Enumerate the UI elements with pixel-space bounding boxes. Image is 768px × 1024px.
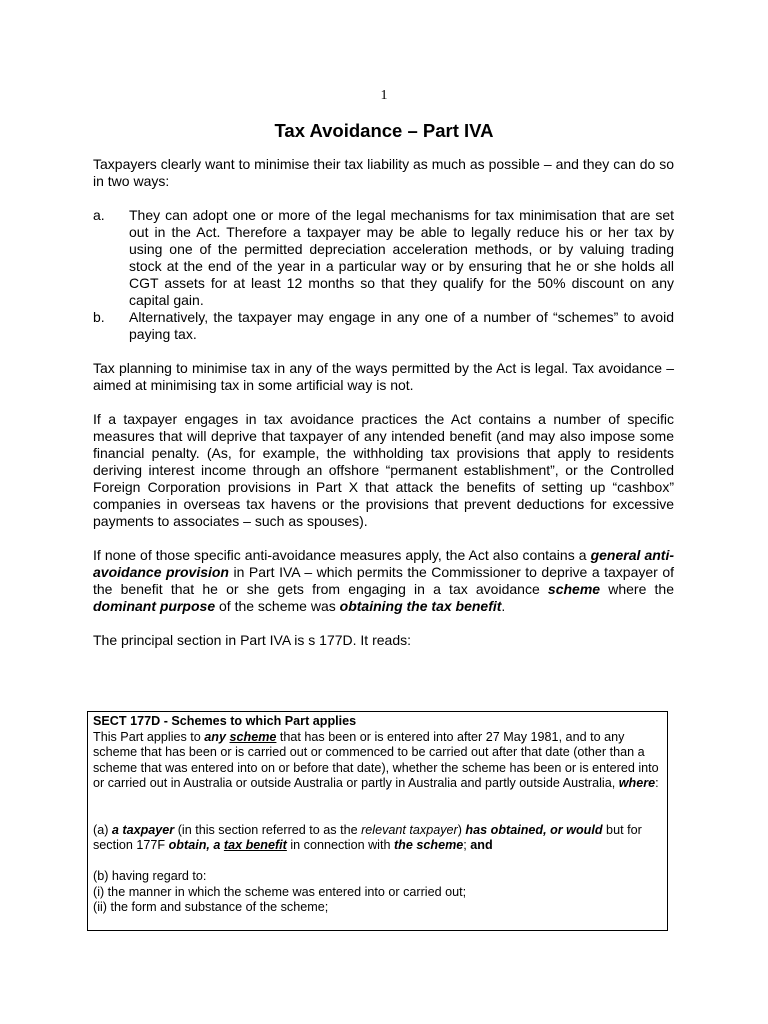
text-run: but for section 177F [93,822,642,852]
italic-relevant-taxpayer: relevant taxpayer [361,822,458,837]
clause-b-ii: (ii) the form and substance of the scheme; [93,900,329,914]
tax-planning-paragraph: Tax planning to minimise tax in any of the ways permitted by the Act is legal. Tax avoidance – aimed at minimising tax in some artificial way is not. [93,360,674,393]
emphasis-scheme: scheme [547,581,601,597]
text-run: : [655,776,659,790]
page-number: 1 [380,88,388,103]
clause-b-i: (i) the manner in which the scheme was entered into or carried out; [93,884,467,899]
emphasis-a-taxpayer: a taxpayer [111,822,175,837]
text-run: If none of those specific anti-avoidance measures apply, the Act also contains a [93,547,591,563]
section-heading: SECT 177D - Schemes to which Part applies [93,714,357,728]
document-body [93,156,674,666]
emphasis-any: any [204,729,230,744]
document-title: Tax Avoidance – Part IVA [274,120,494,141]
list-item-text: Alternatively, the taxpayer may engage in any one of a number of “schemes” to avoid paying tax. [129,309,674,342]
emphasis-where: where [618,776,656,790]
list-item [93,309,674,343]
text-run: in Part IVA – which permits the Commissioner to deprive a taxpayer of the benefit that he or she gets from engaging in a tax avoidance [93,564,675,597]
spacer [93,792,662,823]
text-run: of the scheme was [215,598,340,614]
emphasis-scheme-underlined: scheme [229,729,277,744]
emphasis-obtain: obtain, a [168,838,224,852]
text-run: ; [463,838,471,852]
list-marker: b. [93,309,105,325]
principal-section-paragraph: The principal section in Part IVA is s 177D. It reads: [93,632,412,648]
text-run: (in this section referred to as the [174,822,362,837]
text-run: (a) [93,822,112,837]
emphasis-dominant-purpose: dominant purpose [93,598,216,614]
list-item-text: They can adopt one or more of the legal mechanisms for tax minimisation that are set out in the Act. Therefore a taxpayer may be able to legally reduce his or her tax by using one of the permitted depreciation acceleration methods, or by valuing trading stock at the end of the year in a particular way or by ensuring that he or she holds all CGT assets for at least 12 months so that they qualify for the 50% discount on any capital gain. [129,207,674,308]
list-marker: a. [93,207,105,223]
clause-a [93,823,662,854]
text-run: where the [600,581,674,597]
section-body-paragraph [93,730,662,792]
specific-measures-paragraph: If a taxpayer engages in tax avoidance practices the Act contains a number of specific measures that will deprive that taxpayer of any intended benefit (and may also impose some financial penalty. (As, for example, the withholding tax provisions that apply to residents deriving interest income through an offshore “permanent establishment”, or the Controlled Foreign Corporation provisions in Part X that attack the benefits of setting up “cashbox” companies in overseas tax havens or the provisions that prevent deductions for excessive payments to associates – such as spouses). [93,411,674,529]
text-run: in connection with [286,838,394,852]
text-run: ) [457,822,466,837]
clause-b: (b) having regard to: [93,869,207,883]
general-provision-paragraph [93,547,674,615]
section-177d-box [87,711,668,931]
emphasis-tax-benefit: obtaining the tax benefit [339,598,502,614]
text-run: This Part applies to [93,729,205,744]
text-run: that has been or is entered into after 27 May 1981, and to any scheme that has been or is carried out or commenced to be carried out after that date (other than a scheme that was entered into on or before that date), whether the scheme has been or is entered into or carried out in Australia or outside Australia or partly in Australia and partly outside Australia, [93,729,659,790]
emphasis-tax-benefit-underlined: tax benefit [223,838,287,852]
emphasis-general-provision: general anti-avoidance provision [93,547,674,580]
spacer [93,854,662,870]
list-item [93,207,674,309]
ways-list [93,207,674,343]
text-run: . [501,598,506,614]
intro-paragraph: Taxpayers clearly want to minimise their tax liability as much as possible – and they can do so in two ways: [93,156,674,189]
emphasis-and: and [470,838,493,852]
emphasis-the-scheme: the scheme [393,838,464,852]
emphasis-has-obtained: has obtained, or would [465,822,603,837]
